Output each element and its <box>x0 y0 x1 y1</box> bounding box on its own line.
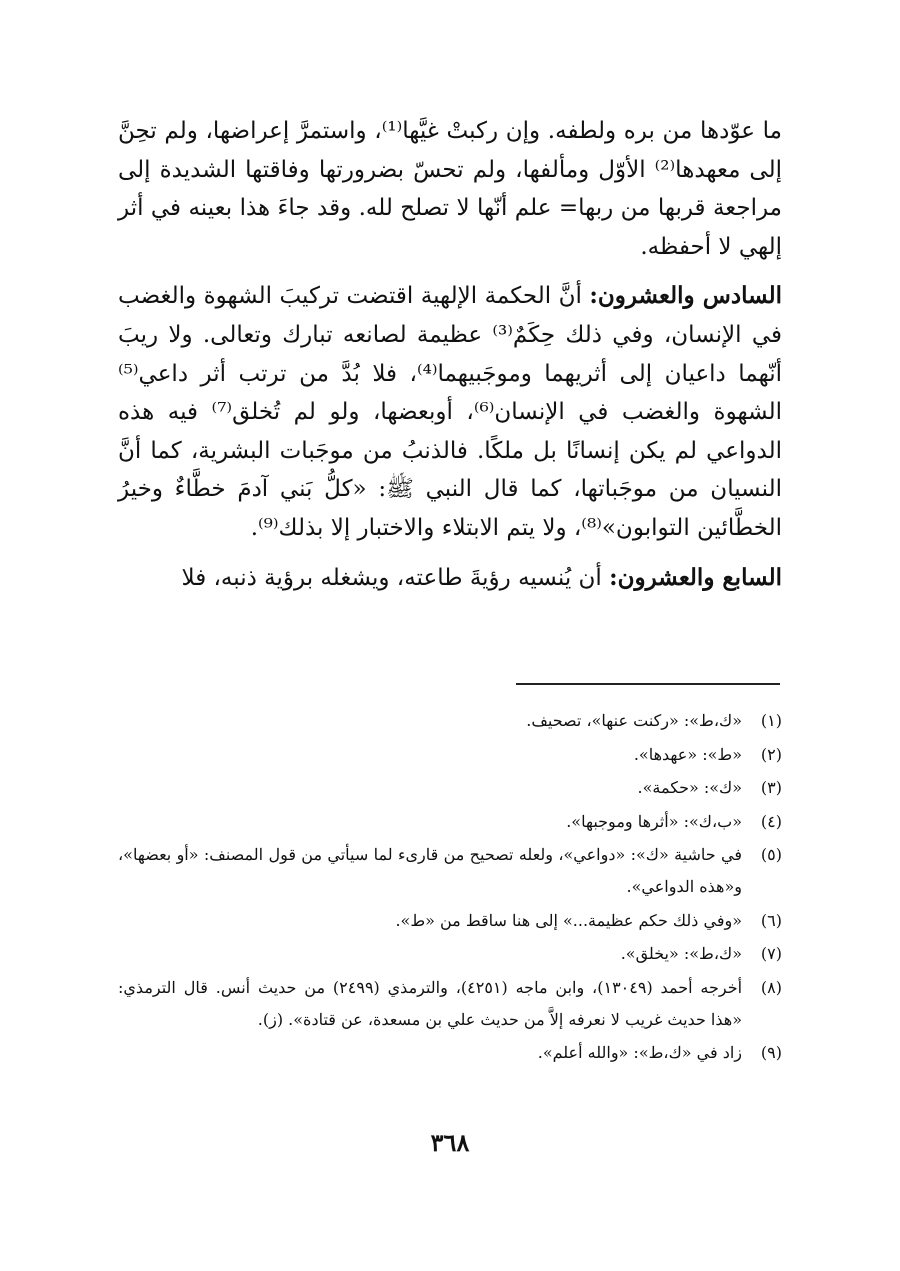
paragraph-text: أنَّ الحكمة الإلهية اقتضت تركيبَ الشهوة والغضب في الإنسان، وفي ذلك حِكَمٌ⁽³⁾ عظيمة لصانعه تبارك وتعالى. ولا ريبَ أنّهما داعيان إلى أثريهما وموجَبيهما⁽⁴⁾، فلا بُدَّ من ترتب أثر داعي⁽⁵⁾ الشهوة والغضب في الإنسان⁽⁶⁾، أوبعضها، ولو لم تُخلق⁽⁷⁾ فيه هذه الدواعي لم يكن إنسانًا بل ملكًا. فالذنبُ من موجَبات البشرية، كما أنَّ النسيان من موجَباتها، كما قال النبي ﷺ: «كلُّ بَني آدمَ خطَّاءٌ وخيرُ الخطَّائين التوابون»⁽⁸⁾، ولا يتم الابتلاء والاختبار إلا بذلك⁽⁹⁾. <box>118 283 782 541</box>
footnote-number: (٥) <box>760 845 782 864</box>
footnote-text: «ك»: «حكمة». <box>637 778 742 797</box>
footnote-2 <box>118 739 782 771</box>
paragraph-heading: السابع والعشرون: <box>609 563 782 591</box>
footnote-separator <box>516 683 780 685</box>
page-number: ٣٦٨ <box>430 1128 470 1157</box>
footnote-1 <box>118 705 782 737</box>
footnote-number: (١) <box>760 711 782 730</box>
paragraph-1 <box>118 112 782 266</box>
footnote-text: في حاشية «ك»: «دواعي»، ولعله تصحيح من قارىء لما سيأتي من قول المصنف: «أو بعضها»، و«هذه الدواعي». <box>118 845 742 896</box>
footnote-4 <box>118 806 782 838</box>
footnote-text: «ك،ط»: «ركنت عنها»، تصحيف. <box>526 711 742 730</box>
footnote-number: (٦) <box>760 910 782 930</box>
footnote-text: «ط»: «عهدها». <box>633 744 742 764</box>
footnote-number: (٢) <box>760 744 782 764</box>
paragraph-3 <box>118 559 782 598</box>
footnote-6 <box>118 905 782 937</box>
footnote-number: (٧) <box>760 944 782 963</box>
paragraph-heading: السادس والعشرون: <box>589 282 783 310</box>
footnote-text: «ك،ط»: «يخلق». <box>620 944 742 963</box>
footnote-text: أخرجه أحمد (١٣٠٤٩)، وابن ماجه (٤٢٥١)، والترمذي (٢٤٩٩) من حديث أنس. قال الترمذي: «هذا حديث غريب لا نعرفه إلاَّ من حديث علي بن مسعدة، عن قتادة». (ز). <box>118 977 743 1029</box>
paragraph-2 <box>118 277 782 547</box>
footnotes <box>118 705 782 1071</box>
footnote-8 <box>118 972 782 1036</box>
main-text <box>118 112 782 597</box>
footnote-number: (٩) <box>760 1043 782 1062</box>
footnote-7 <box>118 938 782 970</box>
paragraph-text: ما عوّدها من بره ولطفه. وإن ركبتْ غيَّها⁽¹⁾، واستمرَّ إعراضها، ولم تحِنَّ إلى معهدها⁽²⁾ الأوّل ومألفها، ولم تحسّ بضرورتها وفاقتها الشديدة إلى مراجعة قربها من ربها= علم أنّها لا تصلح لله. وقد جاءَ هذا بعينه في أثر إلهي لا أحفظه. <box>118 118 783 260</box>
footnote-9 <box>118 1037 782 1069</box>
footnote-number: (٣) <box>760 778 782 797</box>
footnote-text: زاد في «ك،ط»: «والله أعلم». <box>537 1043 742 1062</box>
footnote-3 <box>118 772 782 804</box>
footnote-number: (٨) <box>760 977 782 997</box>
footnote-number: (٤) <box>760 811 782 831</box>
paragraph-text: أن يُنسيه رؤيةَ طاعته، ويشغله برؤية ذنبه، فلا <box>181 564 610 591</box>
footnote-text: «ب،ك»: «أثرها وموجبها». <box>566 811 742 831</box>
footnote-5 <box>118 839 782 903</box>
footnote-text: «وفي ذلك حكم عظيمة...» إلى هنا ساقط من «ط». <box>395 910 742 930</box>
